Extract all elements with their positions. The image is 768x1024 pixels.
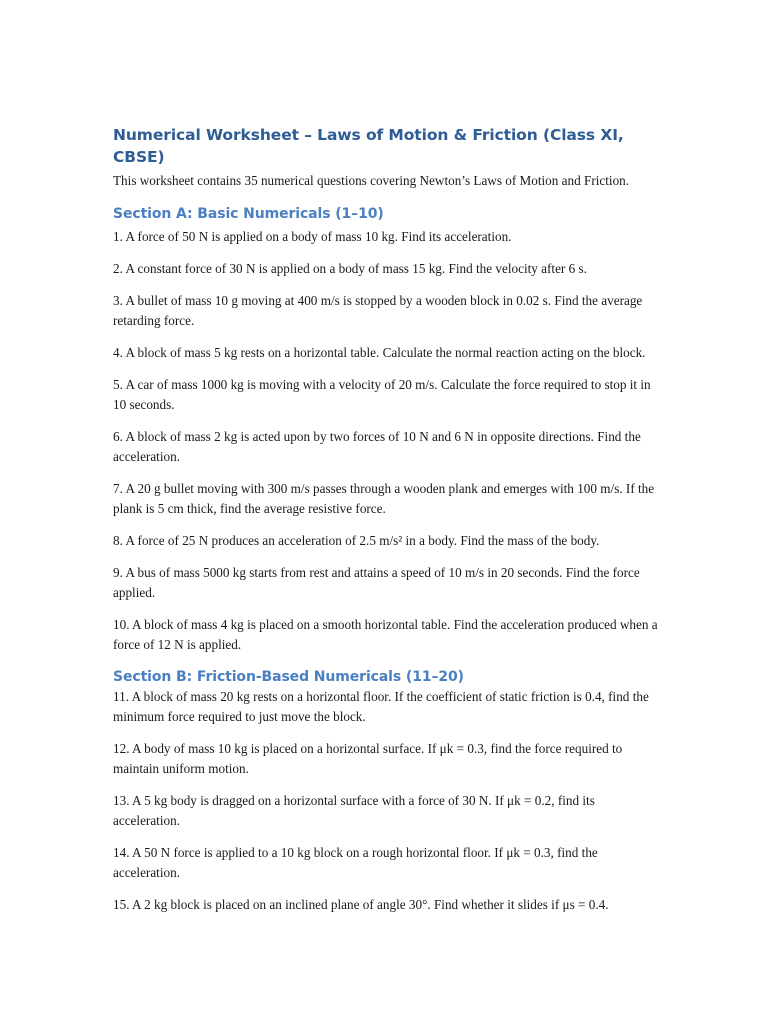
question-item: 5. A car of mass 1000 kg is moving with a velocity of 20 m/s. Calculate the force required to stop it in 10 seconds.	[113, 377, 651, 412]
question-item: 10. A block of mass 4 kg is placed on a smooth horizontal table. Find the acceleration produced when a force of 12 N is applied.	[113, 617, 658, 652]
question-item: 7. A 20 g bullet moving with 300 m/s passes through a wooden plank and emerges with 100 m/s. If the plank is 5 cm thick, find the average resistive force.	[113, 481, 655, 516]
question-item: 13. A 5 kg body is dragged on a horizontal surface with a force of 30 N. If μk = 0.2, find its acceleration.	[113, 793, 595, 828]
question-item: 14. A 50 N force is applied to a 10 kg block on a rough horizontal floor. If μk = 0.3, find the acceleration.	[113, 845, 598, 880]
question-item: 12. A body of mass 10 kg is placed on a horizontal surface. If μk = 0.3, find the force required to maintain uniform motion.	[113, 741, 623, 776]
question-item: 6. A block of mass 2 kg is acted upon by two forces of 10 N and 6 N in opposite directions. Find the acceleration.	[113, 429, 641, 464]
question-item: 2. A constant force of 30 N is applied on a body of mass 15 kg. Find the velocity after 6 s.	[113, 261, 587, 276]
page-title: Numerical Worksheet – Laws of Motion & Friction (Class XI, CBSE)	[113, 126, 624, 166]
section-b-heading: Section B: Friction-Based Numericals (11–20)	[113, 669, 464, 685]
question-item: 11. A block of mass 20 kg rests on a horizontal floor. If the coefficient of static friction is 0.4, find the minimum force required to just move the block.	[113, 689, 649, 724]
question-item: 9. A bus of mass 5000 kg starts from rest and attains a speed of 10 m/s in 20 seconds. Find the force applied.	[113, 565, 640, 600]
section-a-questions	[113, 227, 665, 655]
question-item: 15. A 2 kg block is placed on an inclined plane of angle 30°. Find whether it slides if μs = 0.4.	[113, 897, 609, 912]
section-b-questions	[113, 687, 665, 915]
question-item: 1. A force of 50 N is applied on a body of mass 10 kg. Find its acceleration.	[113, 229, 512, 244]
question-item: 4. A block of mass 5 kg rests on a horizontal table. Calculate the normal reaction acting on the block.	[113, 345, 646, 360]
worksheet-page	[113, 124, 665, 915]
question-item: 8. A force of 25 N produces an acceleration of 2.5 m/s² in a body. Find the mass of the body.	[113, 533, 600, 548]
question-item: 3. A bullet of mass 10 g moving at 400 m/s is stopped by a wooden block in 0.02 s. Find the average retarding force.	[113, 293, 643, 328]
section-a-heading: Section A: Basic Numericals (1–10)	[113, 206, 384, 222]
intro-paragraph: This worksheet contains 35 numerical questions covering Newton’s Laws of Motion and Friction.	[113, 173, 630, 188]
